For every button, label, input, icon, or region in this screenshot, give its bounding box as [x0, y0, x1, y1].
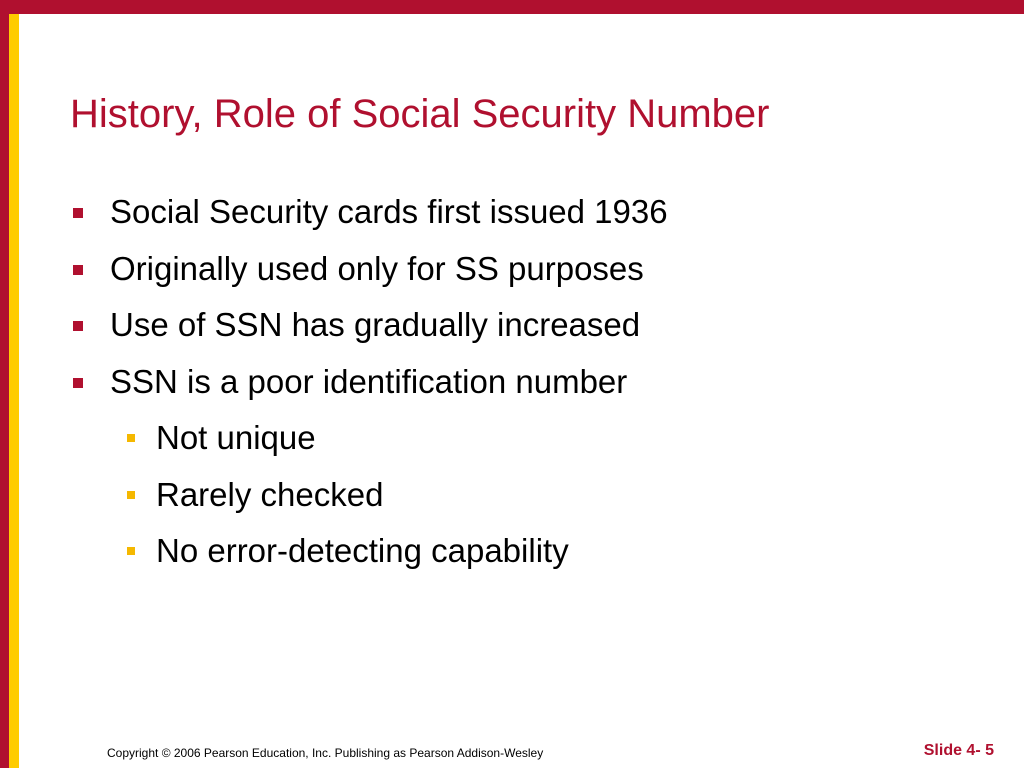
sub-bullet-item — [70, 469, 668, 526]
square-bullet-icon — [73, 378, 83, 388]
slide-number: Slide 4- 5 — [923, 742, 994, 759]
sub-bullet-item — [70, 525, 668, 582]
sub-bullet-text: No error-detecting capability — [156, 532, 569, 569]
bullet-item — [70, 243, 668, 300]
top-accent-bar — [0, 0, 1024, 14]
left-red-accent-bar — [0, 0, 9, 768]
bullet-item — [70, 186, 668, 243]
bullet-text: Use of SSN has gradually increased — [110, 306, 641, 343]
square-sub-bullet-icon — [127, 547, 135, 555]
square-bullet-icon — [73, 208, 83, 218]
left-gold-accent-bar — [9, 14, 19, 768]
bullet-item — [70, 356, 668, 413]
bullet-text: SSN is a poor identification number — [110, 362, 628, 400]
square-sub-bullet-icon — [127, 491, 135, 499]
footer-copyright: Copyright © 2006 Pearson Education, Inc. Publishing as Pearson Addison-Wesley — [107, 746, 544, 760]
square-sub-bullet-icon — [127, 434, 135, 442]
bullet-item — [70, 299, 668, 356]
sub-bullet-text: Rarely checked — [156, 475, 384, 513]
slide-title: History, Role of Social Security Number — [70, 92, 770, 136]
bullet-text: Originally used only for SS purposes — [110, 249, 644, 287]
bullet-text: Social Security cards first issued 1936 — [110, 193, 668, 230]
sub-bullet-text: Not unique — [156, 419, 316, 456]
square-bullet-icon — [73, 321, 83, 331]
bullet-list — [70, 186, 668, 582]
sub-bullet-item — [70, 412, 668, 469]
square-bullet-icon — [73, 265, 83, 275]
